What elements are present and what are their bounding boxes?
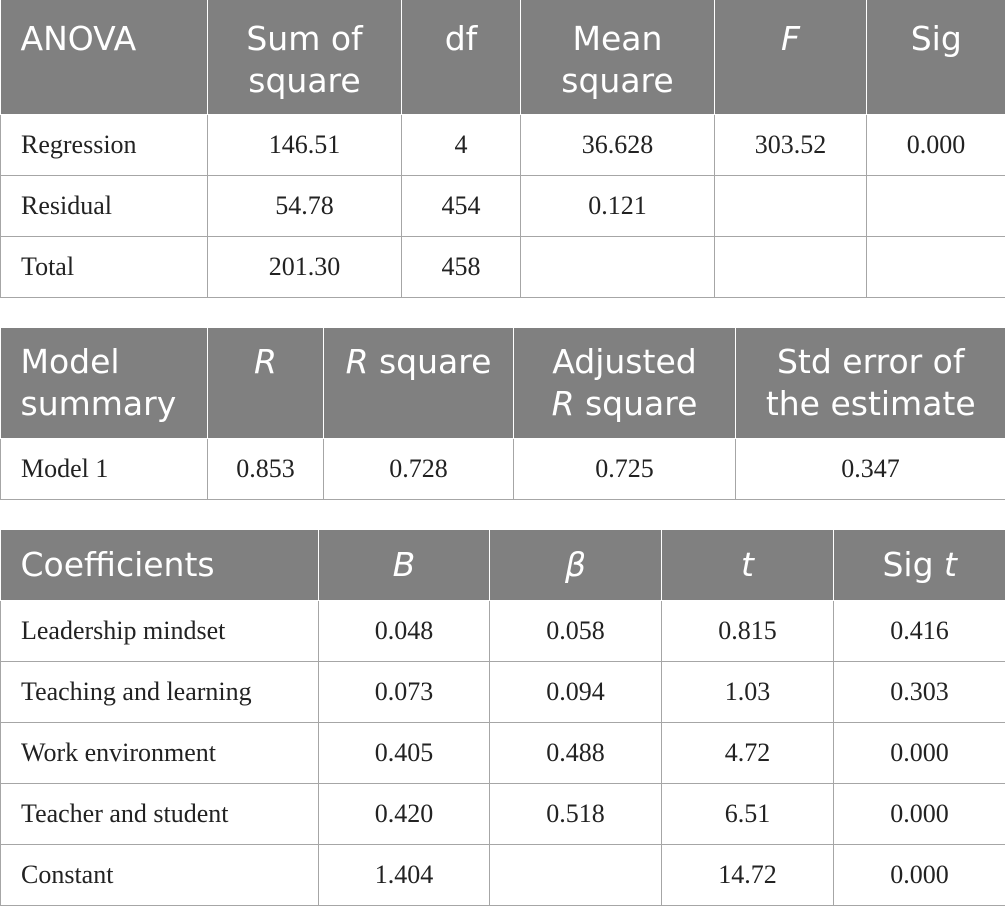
table-row [1,175,1005,236]
anova-cell-df: 454 [402,175,521,236]
anova-cell-f [715,236,867,297]
coef-cell-t: 1.03 [662,661,834,722]
anova-cell-f [715,175,867,236]
anova-cell-mean-square: 0.121 [521,175,715,236]
anova-cell-sig: 0.000 [867,114,1005,175]
table-row [1,661,1005,722]
coef-header-row [1,530,1005,600]
table-row [1,844,1005,905]
coef-header-sig-t-t: t [944,545,957,584]
coef-cell-t: 6.51 [662,783,834,844]
anova-table [0,0,1005,298]
coef-cell-b: 0.048 [319,600,490,661]
anova-header-mean-square [521,0,715,114]
coef-header-t: t [662,530,834,600]
anova-header-mean-line2: square [561,61,674,100]
anova-header-sig: Sig [867,0,1005,114]
coef-row-label: Teacher and student [1,783,319,844]
model-header-std-error [736,328,1005,438]
coef-cell-sig-t: 0.416 [834,600,1005,661]
coef-header-sig-t-sig: Sig [882,545,945,584]
coef-cell-beta: 0.094 [490,661,662,722]
coef-cell-t: 14.72 [662,844,834,905]
coef-cell-b: 0.405 [319,722,490,783]
anova-header-sum-line2: square [248,61,361,100]
coef-cell-beta: 0.488 [490,722,662,783]
anova-header-f: F [715,0,867,114]
table-row [1,600,1005,661]
coef-cell-t: 0.815 [662,600,834,661]
anova-cell-f: 303.52 [715,114,867,175]
anova-header-sum-line1: Sum of [246,19,363,58]
anova-row-label: Total [1,236,208,297]
model-header-r-square [324,328,514,438]
model-cell-adjusted-r-square: 0.725 [514,438,736,499]
anova-header-df: df [402,0,521,114]
model-header-std-error-line1: Std error of [776,342,965,381]
anova-cell-sum-of-square: 146.51 [208,114,402,175]
anova-cell-sig [867,175,1005,236]
model-header-label-line1: Model [20,342,120,381]
anova-row-label: Regression [1,114,208,175]
model-cell-std-error: 0.347 [736,438,1005,499]
coef-cell-b: 0.073 [319,661,490,722]
anova-cell-mean-square [521,236,715,297]
anova-cell-mean-square: 36.628 [521,114,715,175]
anova-header-row [1,0,1005,114]
table-row [1,722,1005,783]
coef-row-label: Teaching and learning [1,661,319,722]
model-header-row [1,328,1005,438]
coefficients-table [0,530,1005,906]
coef-header-label: Coefficients [1,530,319,600]
anova-row-label: Residual [1,175,208,236]
coef-cell-beta [490,844,662,905]
anova-header-sum-of-square [208,0,402,114]
model-header-label-line2: summary [20,384,177,423]
coef-row-label: Work environment [1,722,319,783]
coef-header-b: B [319,530,490,600]
anova-cell-sum-of-square: 54.78 [208,175,402,236]
table-row [1,114,1005,175]
model-cell-r-square: 0.728 [324,438,514,499]
coef-row-label: Leadership mindset [1,600,319,661]
anova-header-mean-line1: Mean [572,19,663,58]
model-header-adjusted-r: R [551,384,575,423]
coef-header-beta: β [490,530,662,600]
coef-cell-sig-t: 0.303 [834,661,1005,722]
coef-header-sig-t [834,530,1005,600]
anova-cell-df: 4 [402,114,521,175]
model-row-label: Model 1 [1,438,208,499]
anova-cell-sum-of-square: 201.30 [208,236,402,297]
coef-cell-sig-t: 0.000 [834,783,1005,844]
coef-cell-sig-t: 0.000 [834,844,1005,905]
coef-cell-beta: 0.518 [490,783,662,844]
table-row [1,783,1005,844]
anova-header-label: ANOVA [1,0,208,114]
model-header-r: R [208,328,324,438]
coef-cell-t: 4.72 [662,722,834,783]
model-header-adjusted-rest: square [574,384,698,423]
coef-cell-sig-t: 0.000 [834,722,1005,783]
model-header-std-error-line2: the estimate [765,384,976,423]
coef-cell-b: 1.404 [319,844,490,905]
coef-row-label: Constant [1,844,319,905]
model-header-label [1,328,208,438]
anova-cell-df: 458 [402,236,521,297]
model-cell-r: 0.853 [208,438,324,499]
table-row [1,236,1005,297]
model-header-adjusted-r-square [514,328,736,438]
coef-cell-b: 0.420 [319,783,490,844]
model-header-r-square-rest: square [368,342,492,381]
model-summary-table [0,328,1005,500]
anova-cell-sig [867,236,1005,297]
model-header-r-square-r: R [345,342,369,381]
table-row [1,438,1005,499]
model-header-adjusted-line1: Adjusted [552,342,697,381]
coef-cell-beta: 0.058 [490,600,662,661]
